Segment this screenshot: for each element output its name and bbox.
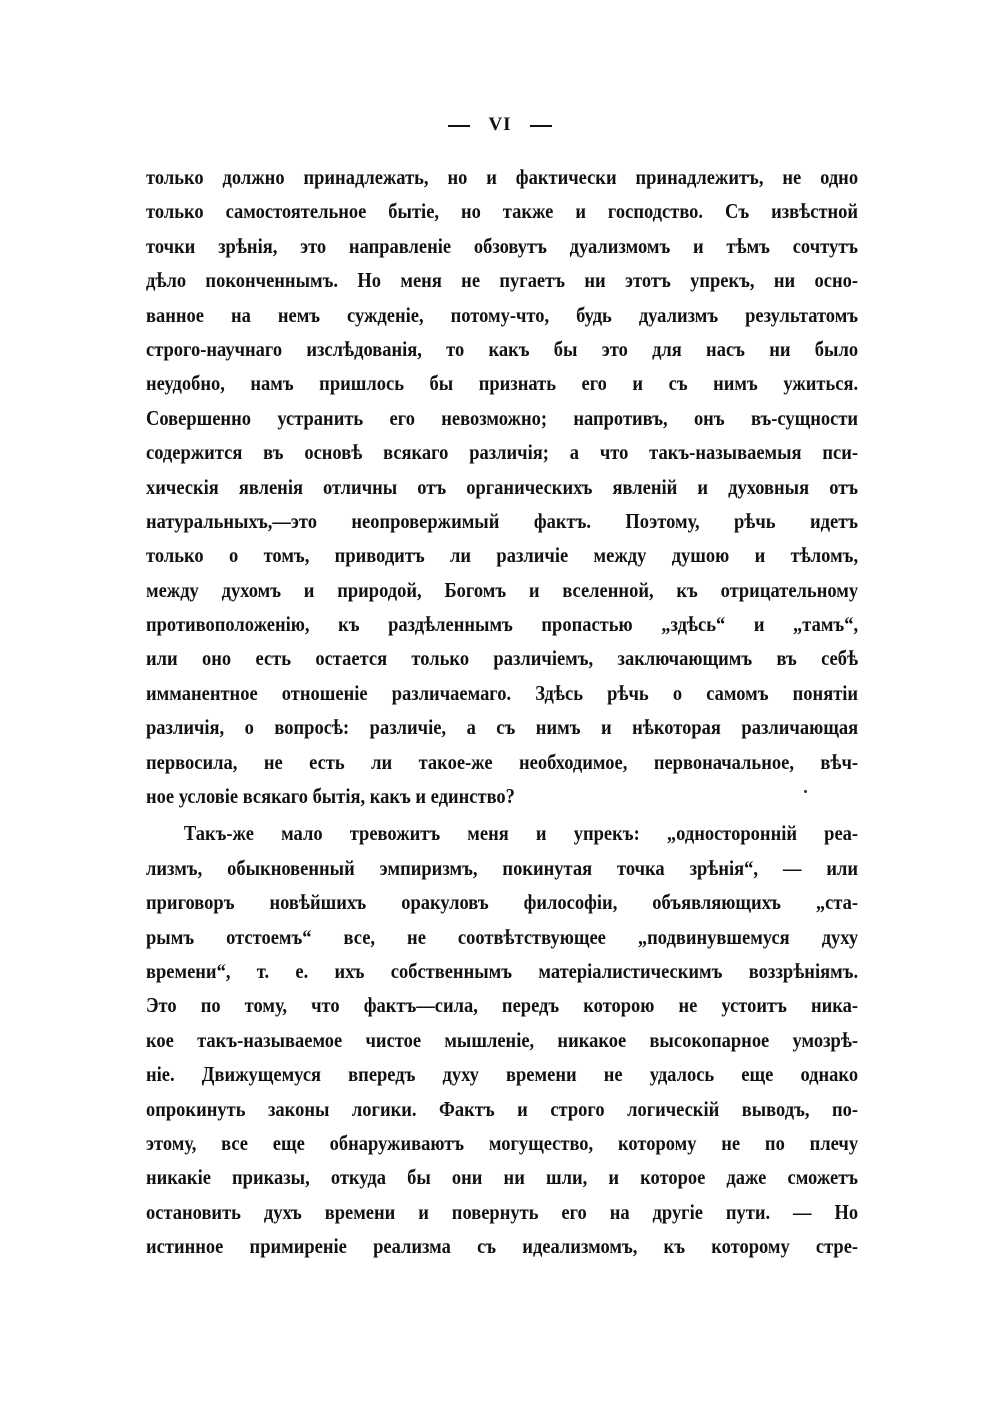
page-number-header [0,114,1000,136]
text-line: неудобно, намъ пришлось бы признать его и съ нимъ ужиться. [146,371,859,396]
text-line: между духомъ и природой, Богомъ и вселенной, къ отрицательному [146,577,859,602]
header-dash-left [448,125,470,127]
text-line: или оно есть остается только различіемъ, заключающимъ въ себѣ [146,646,859,671]
text-line: рымъ отстоемъ“ все, не соотвѣтствующее „подвинувшемуся духу [146,924,859,949]
text-line: кое такъ-называемое чистое мышленіе, никакое высокопарное умозрѣ- [146,1027,859,1052]
paragraph-1 [146,160,858,813]
text-line: опрокинуть законы логики. Фактъ и строго логическій выводъ, по- [146,1096,859,1121]
header-dash-right [530,125,552,127]
text-line: только должно принадлежать, но и фактически принадлежитъ, не одно [146,165,859,189]
scan-speck [804,790,807,793]
text-line: приговоръ новѣйшихъ оракуловъ философіи, объявляющихъ „ста- [146,890,859,915]
text-line: хическія явленія отличны отъ органическихъ явленій и духовныя отъ [146,474,859,499]
body-text [146,160,858,1264]
text-line: натуральныхъ,—это неопровержимый фактъ. Поэтому, рѣчь идетъ [146,508,859,533]
text-line: времени“, т. е. ихъ собственнымъ матеріалистическимъ воззрѣніямъ. [146,958,859,983]
text-line: точки зрѣнія, это направленіе обзовутъ дуализмомъ и тѣмъ сочтутъ [146,233,859,258]
text-line: ніе. Движущемуся впередъ духу времени не удалось еще однако [146,1062,859,1087]
paragraph-2 [146,816,858,1263]
text-line: этому, все еще обнаруживаютъ могущество, которому не по плечу [146,1130,859,1155]
text-line: только о томъ, приводитъ ли различіе между душою и тѣломъ, [146,543,859,568]
text-line: остановить духъ времени и повернуть его на другіе пути. — Но [146,1199,859,1224]
text-line: Это по тому, что фактъ—сила, передъ которою не устоитъ ника- [146,993,859,1018]
text-line: дѣло поконченнымъ. Но меня не пугаетъ ни этотъ упрекъ, ни осно- [146,268,859,293]
text-line: Такъ-же мало тревожитъ меня и упрекъ: „односторонній реа- [183,821,859,846]
text-line: никакіе приказы, откуда бы они ни шли, и которое даже сможетъ [146,1165,859,1190]
text-line: первосила, не есть ли такое-же необходимое, первоначальное, вѣч- [146,749,859,774]
text-line: различія, о вопросѣ: различіе, а съ нимъ и нѣкоторая различающая [146,715,859,740]
text-line: ное условіе всякаго бытія, какъ и единство? [146,784,515,809]
text-line: имманентное отношеніе различаемаго. Здѣсь рѣчь о самомъ понятіи [146,680,859,705]
text-line: содержится въ основѣ всякаго различія; а что такъ-называемыя пси- [146,440,859,465]
text-line: лизмъ, обыкновенный эмпиризмъ, покинутая точка зрѣнія“, — или [146,855,859,880]
text-line: строго-научнаго изслѣдованія, то какъ бы это для насъ ни было [146,336,859,361]
text-line: противоположенію, къ раздѣленнымъ пропастью „здѣсь“ и „тамъ“, [146,612,859,637]
text-line: ванное на немъ сужденіе, потому-что, будь дуализмъ результатомъ [146,302,859,327]
text-line: истинное примиреніе реализма съ идеализмомъ, къ которому стре- [146,1234,859,1259]
text-line: Совершенно устранить его невозможно; напротивъ, онъ въ-сущности [146,405,859,430]
page-number: VI [488,114,512,135]
text-line: только самостоятельное бытіе, но также и господство. Съ извѣстной [146,199,859,224]
